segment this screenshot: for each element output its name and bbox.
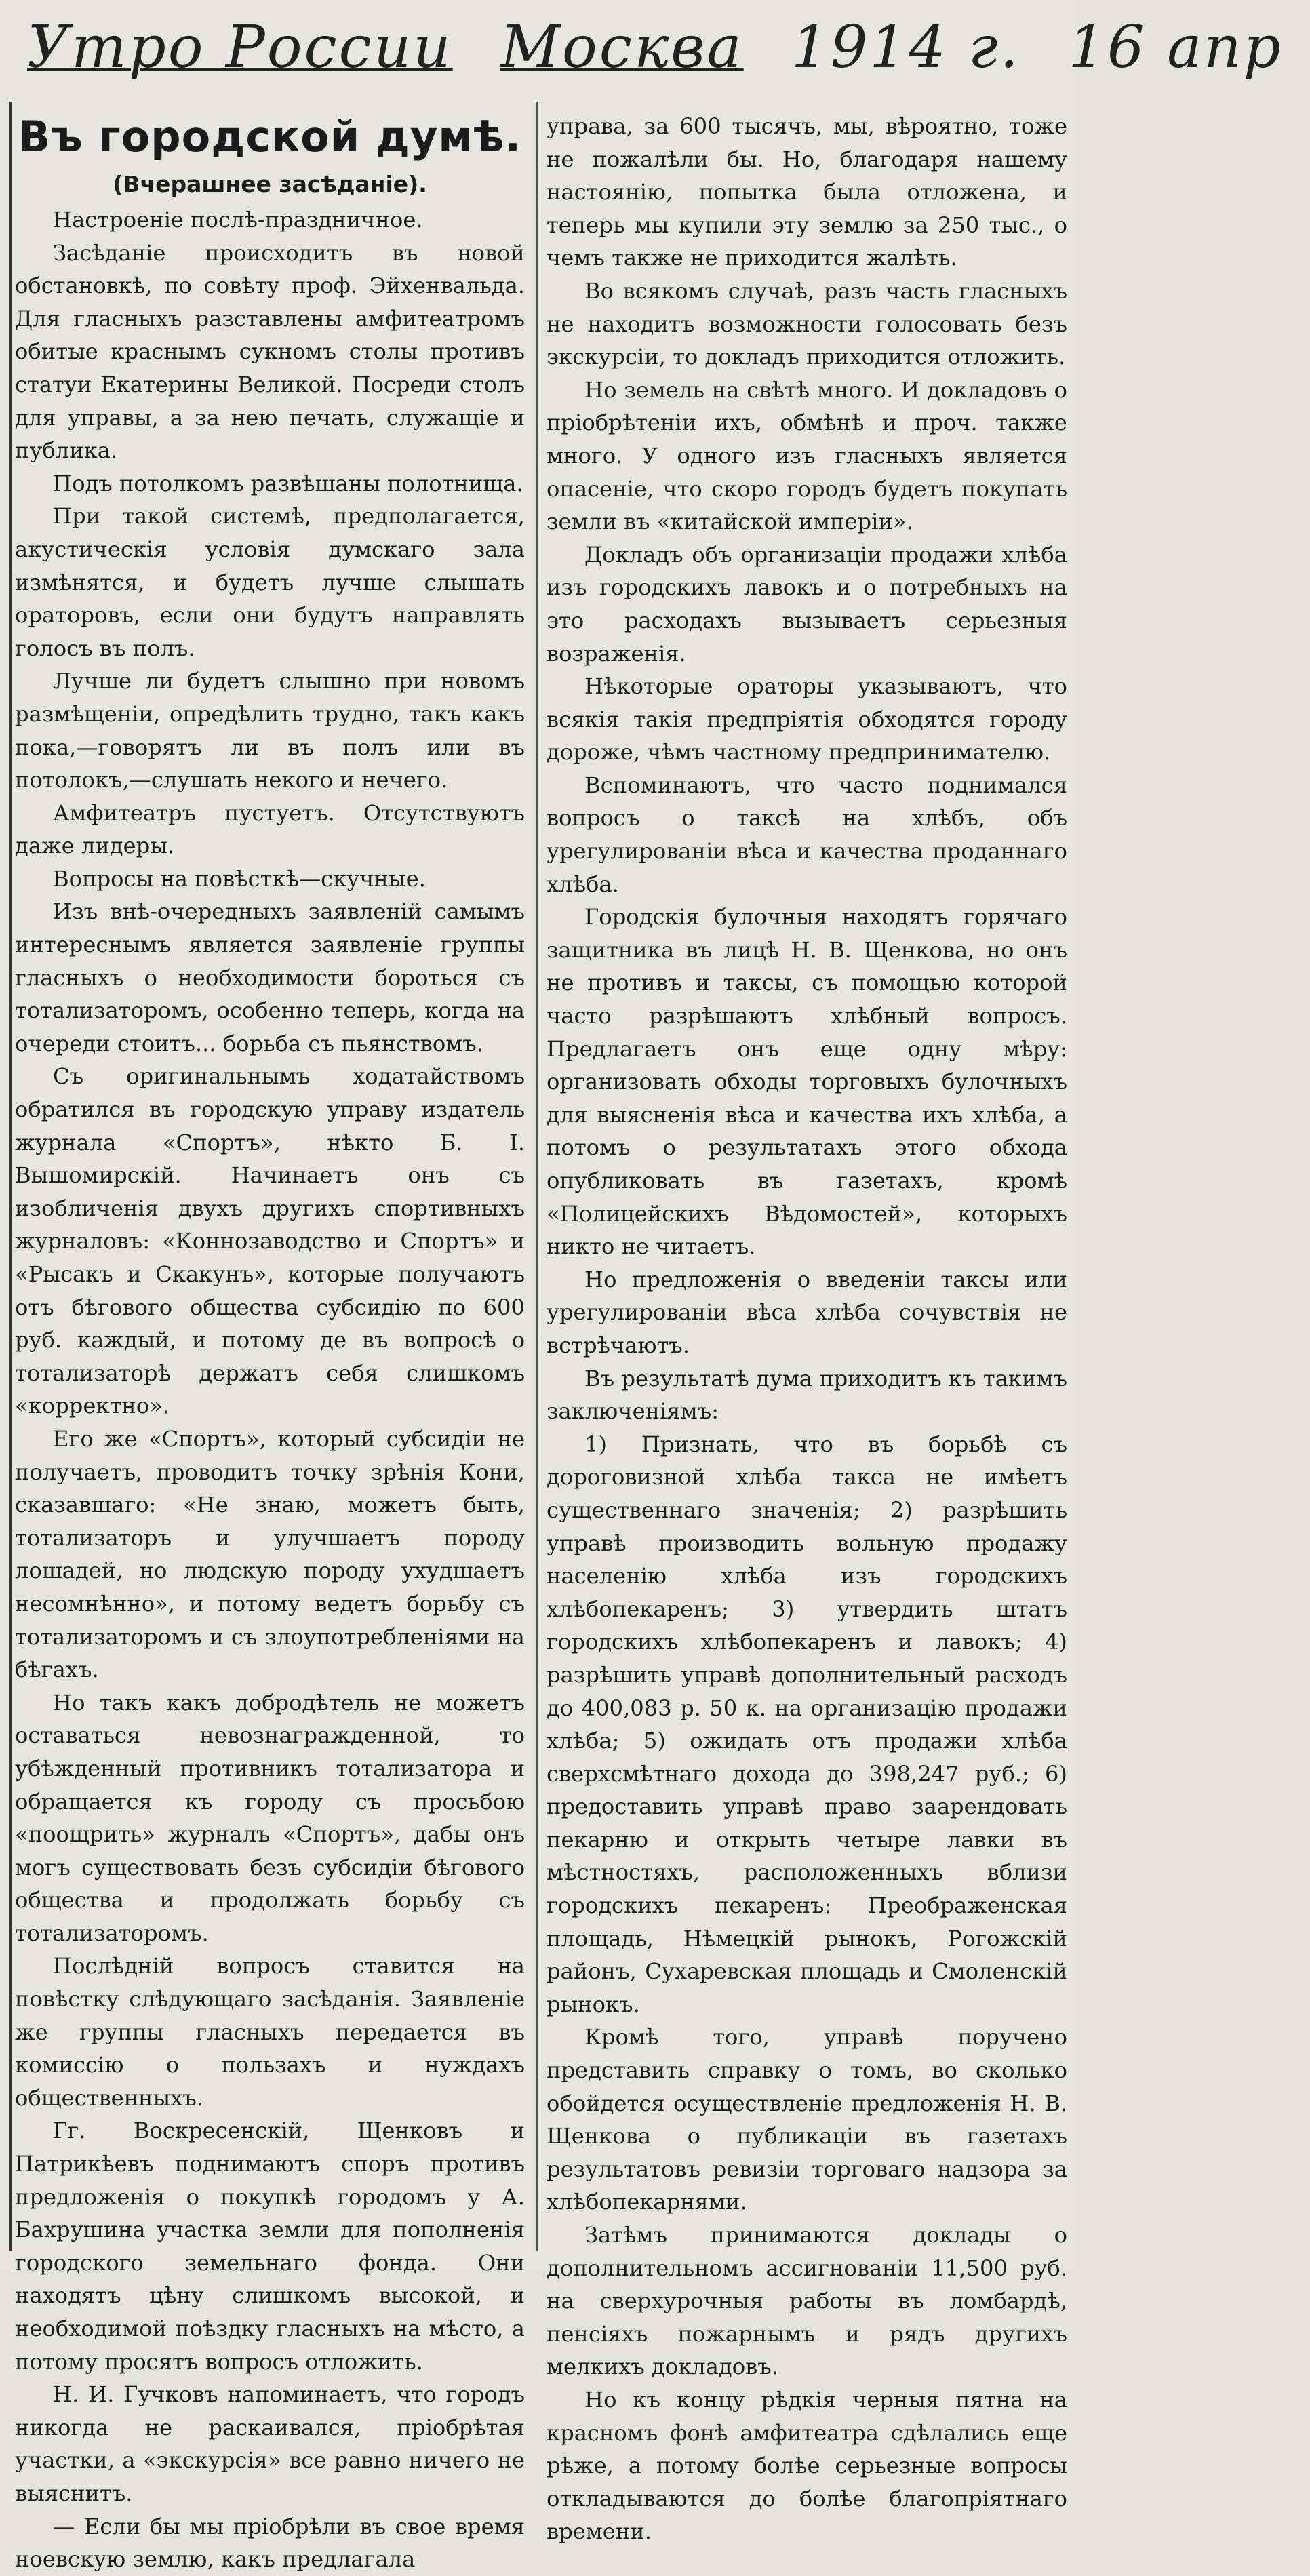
handwritten-annotation [27,14,1283,102]
paragraph: Его же «Спортъ», который субсидіи не получаетъ, проводитъ точку зрѣнія Кони, сказавшаго: «Не знаю, можетъ быть, тотализаторъ и улучшаетъ породу лошадей, но людскую породу ухудшаетъ несомнѣнно», и потому ведетъ борьбу съ тотализаторомъ и съ злоупотребленіями на бѣгахъ. [15,1425,525,1683]
publication-name: Утро России [27,14,453,81]
paragraph: Но такъ какъ добродѣтель не можетъ оставаться невознагражденной, то убѣжденный противникъ тотализатора и обращается къ городу съ просьбою «поощрить» журналъ «Спортъ», дабы онъ могъ существовать безъ субсидіи бѣгового общества и продолжать борьбу съ тотализаторомъ. [15,1689,525,1946]
left-border [9,102,12,2251]
paragraph: Н. И. Гучковъ напоминаетъ, что городъ никогда не раскаивался, пріобрѣтая участки, а «экскурсія» все равно ничего не выяснитъ. [15,2381,525,2506]
paragraph: Изъ внѣ-очередныхъ заявленій самымъ интереснымъ является заявленіе группы гласныхъ о необходимости бороться съ тотализаторомъ, особенно теперь, когда на очереди стоитъ... борьба съ пьянствомъ. [15,898,525,1056]
paragraph: Съ оригинальнымъ ходатайствомъ обратился въ городскую управу издатель журнала «Спортъ», нѣкто Б. І. Вышомирскій. Начинаетъ онъ съ изобличенія двухъ другихъ спортивныхъ журналовъ: «Коннозаводство и Спортъ» и «Рысакъ и Скакунъ», которые получаютъ отъ бѣгового общества субсидію по 600 руб. каждый, и потому де въ вопросѣ о тотализаторѣ держатъ себя слишкомъ «корректно». [15,1063,525,1419]
paragraph: — Если бы мы пріобрѣли въ свое время ноевскую землю, какъ предлагала [15,2513,525,2573]
article-title: Въ городской думѣ. [18,112,522,161]
right-column [547,110,1067,2548]
paragraph: 1) Признать, что въ борьбѣ съ дороговизной хлѣба такса не имѣетъ существеннаго значенія; 2) разрѣшить управѣ производить вольную продажу населенію хлѣба изъ городскихъ хлѣбопекаренъ; 3) утвердить штатъ городскихъ хлѣбопекаренъ и лавокъ; 4) разрѣшить управѣ дополнительный расходъ до 400,083 р. 50 к. на организацію продажи хлѣба; 5) ожидать отъ продажи хлѣба сверхсмѣтнаго дохода до 398,247 руб.; 6) предоставить управѣ право заарендовать пекарню и открыть четыре лавки въ мѣстностяхъ, расположенныхъ вблизи городскихъ пекаренъ: Преображенская площадь, Нѣмецкій рынокъ, Рогожскій районъ, Сухаревская площадь и Смоленскій рынокъ. [547,1431,1067,2017]
column-divider [536,102,538,2251]
paragraph: Лучше ли будетъ слышно при новомъ размѣщеніи, опредѣлить трудно, такъ какъ пока,—говорятъ ли въ полъ или въ потолокъ,—слушать некого и нечего. [15,668,525,793]
paragraph: Послѣдній вопросъ ставится на повѣстку слѣдующаго засѣданія. Заявленіе же группы гласныхъ передается въ комиссію о пользахъ и нуждахъ общественныхъ. [15,1953,525,2111]
paragraph: Во всякомъ случаѣ, разъ часть гласныхъ не находитъ возможности голосовать безъ экскурсіи, то докладъ приходится отложить. [547,277,1067,370]
city-name: Москва [500,14,744,81]
paragraph: Но къ концу рѣдкія черныя пятна на красномъ фонѣ амфитеатра сдѣлались еще рѣже, а потому болѣе серьезные вопросы откладываются до болѣе благопріятнаго времени. [547,2386,1067,2545]
date: 16 апр [1068,14,1283,81]
paragraph: Амфитеатръ пустуетъ. Отсутствуютъ даже лидеры. [15,799,525,859]
paragraph: Затѣмъ принимаются доклады о дополнительномъ ассигнованіи 11,500 руб. на сверхурочныя работы въ ломбардѣ, пенсіяхъ пожарнымъ и рядъ другихъ мелкихъ докладовъ. [547,2222,1067,2380]
paragraph: Но земель на свѣтѣ много. И докладовъ о пріобрѣтеніи ихъ, обмѣнѣ и проч. также много. У одного изъ гласныхъ является опасеніе, что скоро городъ будетъ покупать земли въ «китайской имперіи». [547,376,1067,535]
paragraph: Но предложенія о введеніи таксы или урегулированіи вѣса хлѣба сочувствія не встрѣчаютъ. [547,1266,1067,1358]
paragraph: При такой системѣ, предполагается, акустическія условія думскаго зала измѣнятся, и будетъ лучше слышать ораторовъ, если они будутъ направлять голосъ въ полъ. [15,503,525,661]
paragraph: Вопросы на повѣсткѣ—скучные. [53,865,426,892]
paragraph: управа, за 600 тысячъ, мы, вѣроятно, тоже не пожалѣли бы. Но, благодаря нашему настоянію, попытка была отложена, и теперь мы купили эту землю за 250 тыс., о чемъ также не приходится жалѣть. [547,113,1067,271]
paragraph: Засѣданіе происходитъ въ новой обстановкѣ, по совѣту проф. Эйхенвальда. Для гласныхъ разставлены амфитеатромъ обитые краснымъ сукномъ столы противъ статуи Екатерины Великой. Посреди столъ для управы, а за нею печать, служащіе и публика. [15,239,525,464]
paragraph: Подъ потолкомъ развѣшаны полотнища. [53,470,523,496]
left-column [15,108,525,2576]
paragraph: Докладъ объ организаціи продажи хлѣба изъ городскихъ лавокъ и о потребныхъ на это расходахъ вызываетъ серьезныя возраженія. [547,541,1067,667]
paragraph: Вспоминаютъ, что часто поднимался вопросъ о таксѣ на хлѣбъ, объ урегулированіи вѣса и качества проданнаго хлѣба. [547,772,1067,897]
article-subtitle: (Вчерашнее засѣданіе). [113,171,427,197]
paragraph: Гг. Воскресенскій, Щенковъ и Патрикѣевъ поднимаютъ споръ противъ предложенія о покупкѣ городомъ у А. Бахрушина участка земли для пополненія городского земельнаго фонда. Они находятъ цѣну слишкомъ высокой, и необходимой поѣздку гласныхъ на мѣсто, а потому просятъ вопросъ отложить. [15,2118,525,2375]
paragraph: Въ результатѣ дума приходитъ къ такимъ заключеніямъ: [547,1365,1067,1425]
paragraph: Кромѣ того, управѣ поручено представить справку о томъ, во сколько обойдется осуществленіе предложенія Н. В. Щенкова о публикаціи въ газетахъ результатовъ ревизіи торговаго надзора за хлѣбопекарнями. [547,2024,1067,2215]
paragraph: Городскія булочныя находятъ горячаго защитника въ лицѣ Н. В. Щенкова, но онъ не противъ и таксы, съ помощью которой часто разрѣшаютъ хлѣбный вопросъ. Предлагаетъ онъ еще одну мѣру: организовать обходы торговыхъ булочныхъ для выясненія вѣса и качества ихъ хлѣба, а потомъ о результатахъ этого обхода опубликовать въ газетахъ, кромѣ «Полицейскихъ Вѣдомостей», которыхъ никто не читаетъ. [547,904,1067,1260]
paragraph: Нѣкоторые ораторы указываютъ, что всякія такія предпріятія обходятся городу дороже, чѣмъ частному предпринимателю. [547,673,1067,766]
paragraph: Настроеніе послѣ-праздничное. [53,207,423,233]
year: 1914 г. [791,14,1020,81]
